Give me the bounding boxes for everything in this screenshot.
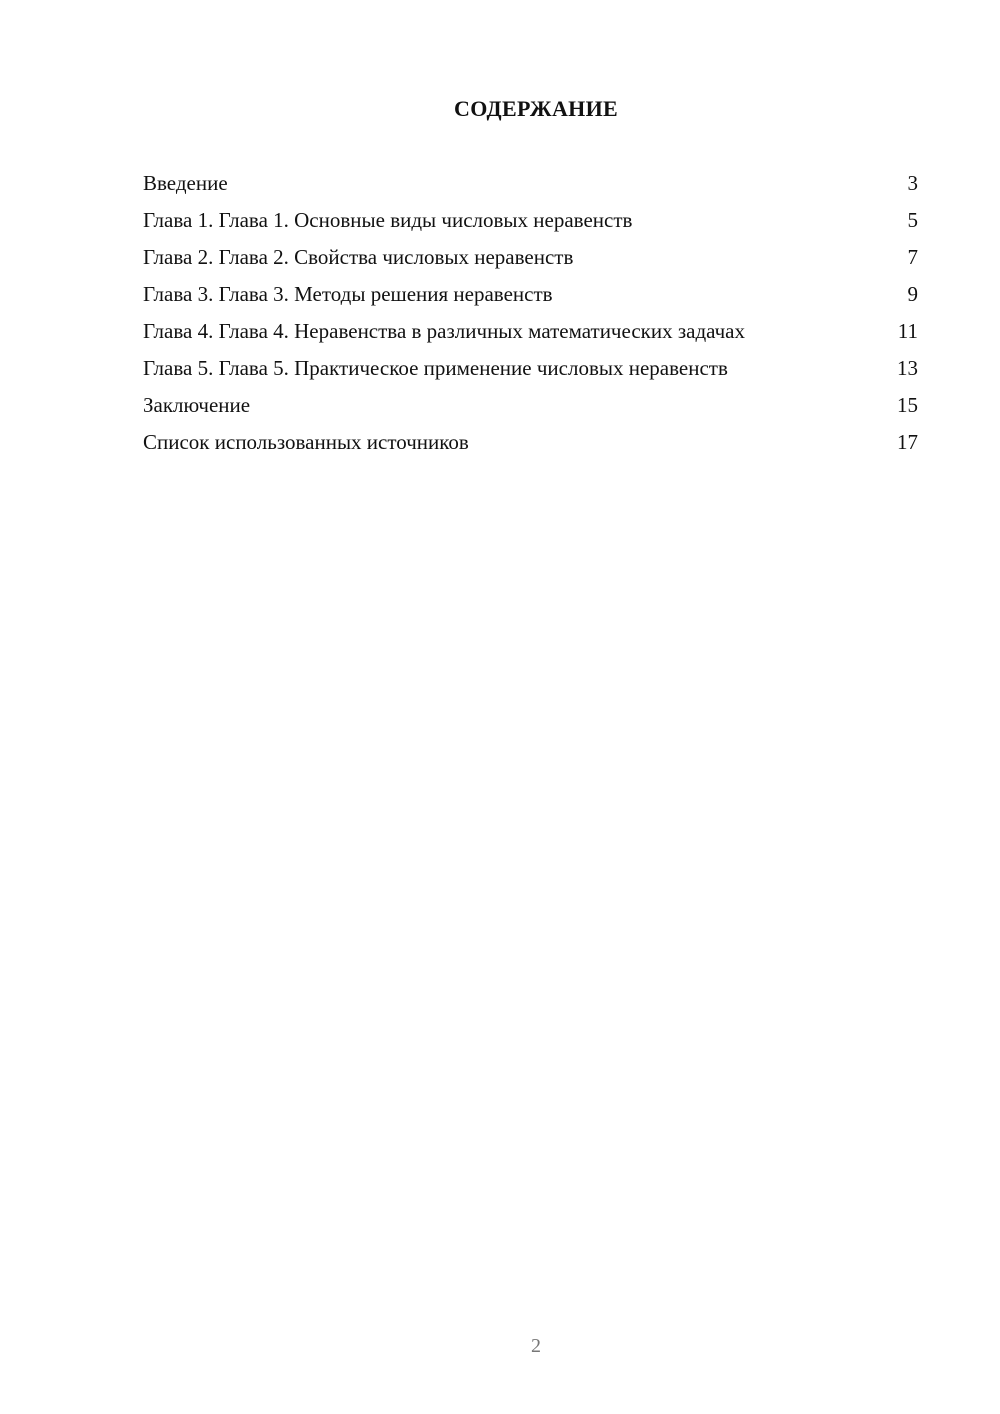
- toc-entry-title: Список использованных источников: [143, 430, 469, 454]
- page-title: СОДЕРЖАНИЕ: [454, 96, 618, 121]
- toc-entry-chapter-5[interactable]: [143, 355, 918, 381]
- toc-entry-title: Глава 5. Глава 5. Практическое применение числовых неравенств: [143, 356, 728, 380]
- toc-entry-title: Глава 2. Глава 2. Свойства числовых неравенств: [143, 245, 574, 269]
- toc-entry-chapter-1[interactable]: [143, 207, 918, 233]
- page-number: 2: [531, 1335, 541, 1357]
- table-of-contents: [143, 170, 918, 466]
- toc-entry-chapter-3[interactable]: [143, 281, 918, 307]
- toc-entry-page: 11: [897, 319, 918, 343]
- toc-entry-chapter-4[interactable]: [143, 318, 918, 344]
- toc-entry-page: 15: [897, 393, 918, 417]
- toc-entry-references[interactable]: [143, 429, 918, 455]
- toc-entry-page: 5: [907, 208, 918, 232]
- toc-entry-page: 7: [907, 245, 918, 269]
- toc-entry-page: 3: [907, 171, 918, 195]
- toc-entry-title: Введение: [143, 171, 228, 195]
- toc-entry-title: Глава 3. Глава 3. Методы решения неравенств: [143, 282, 553, 306]
- toc-entry-conclusion[interactable]: [143, 392, 918, 418]
- toc-entry-introduction[interactable]: [143, 170, 918, 196]
- toc-entry-page: 13: [897, 356, 918, 380]
- toc-entry-page: 9: [907, 282, 918, 306]
- toc-entry-title: Глава 1. Глава 1. Основные виды числовых неравенств: [143, 208, 633, 232]
- toc-entry-title: Заключение: [143, 393, 251, 417]
- toc-entry-page: 17: [897, 430, 918, 454]
- toc-entry-title: Глава 4. Глава 4. Неравенства в различных математических задачах: [143, 319, 746, 343]
- toc-entry-chapter-2[interactable]: [143, 244, 918, 270]
